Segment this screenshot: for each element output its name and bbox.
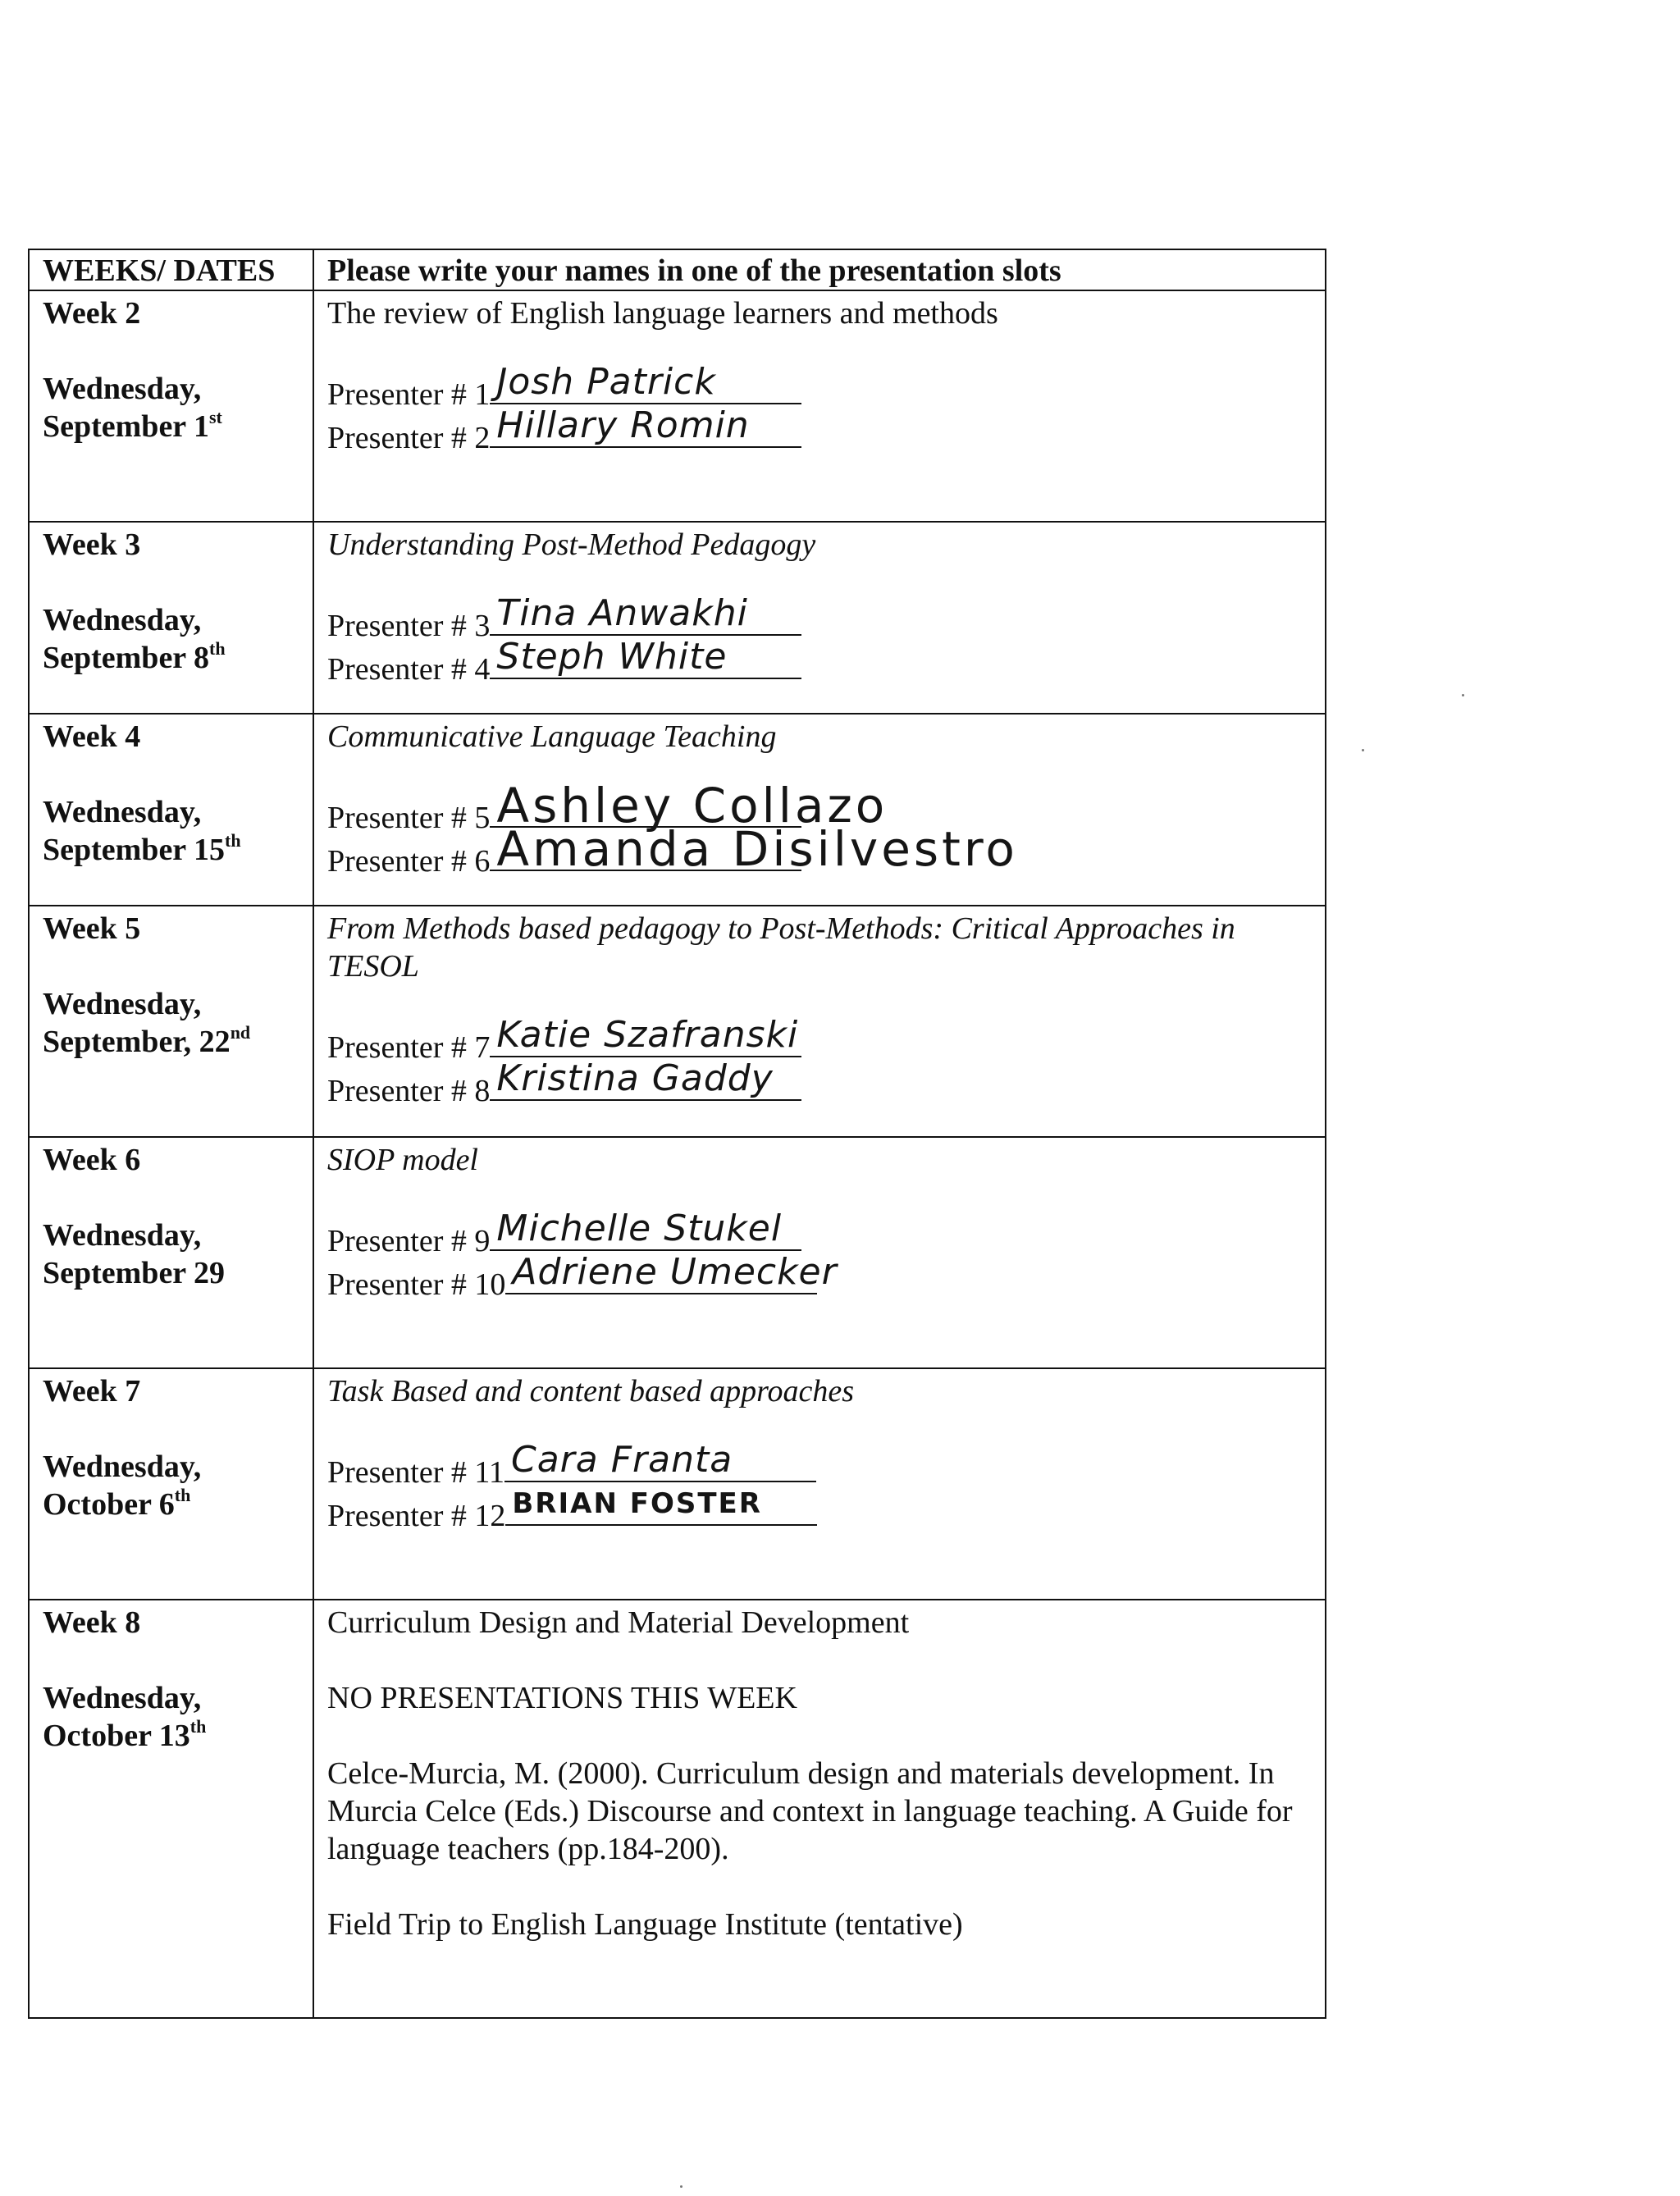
day-label: Wednesday, [43, 1681, 202, 1715]
presenter-slot[interactable]: Presenter # 5 Ashley Collazo [327, 778, 888, 835]
date-label: September 1st [43, 407, 222, 444]
week-label: Week 5 [43, 911, 141, 946]
handwritten-name: Adriene Umecker [512, 1251, 838, 1293]
week-row [29, 1137, 1326, 1368]
week-cell [29, 714, 313, 906]
week-row [29, 1600, 1326, 2018]
day-label: Wednesday, [43, 603, 202, 637]
handwritten-name: Steph White [496, 636, 728, 678]
handwritten-name: Amanda Disilvestro [496, 821, 1018, 877]
topic-title: SIOP model [327, 1143, 478, 1177]
header-row [29, 249, 1326, 290]
presenter-slot[interactable]: Presenter # 11 Cara Franta [327, 1448, 1312, 1491]
reading-citation: Celce-Murcia, M. (2000). Curriculum design and materials development. In Murcia Celce (Eds.) Discourse and context in language teaching. A Guide for language teachers (pp.184-200). [327, 1756, 1293, 1866]
date-label: October 13th [43, 1716, 207, 1753]
week-row [29, 906, 1326, 1137]
day-label: Wednesday, [43, 795, 202, 829]
field-trip-note: Field Trip to English Language Institute (tentative) [327, 1907, 963, 1942]
week-label: Week 6 [43, 1143, 141, 1177]
handwritten-name: Josh Patrick [496, 361, 716, 403]
handwritten-name: Hillary Romin [496, 404, 750, 446]
instructions-header: Please write your names in one of the presentation slots [313, 249, 1326, 290]
topic-title: Communicative Language Teaching [327, 719, 777, 754]
handwritten-name: BRIAN FOSTER [512, 1487, 762, 1520]
topic-title: Task Based and content based approaches [327, 1374, 855, 1408]
week-label: Week 3 [43, 527, 141, 562]
day-label: Wednesday, [43, 1218, 202, 1253]
topic-cell [313, 714, 1326, 906]
handwritten-name: Michelle Stukel [496, 1208, 783, 1249]
week-cell [29, 1137, 313, 1368]
schedule-table [28, 249, 1326, 2019]
week-row [29, 1368, 1326, 1600]
week-cell [29, 906, 313, 1137]
weeks-dates-header: WEEKS/ DATES [29, 249, 313, 290]
presenter-slot[interactable]: Presenter # 6 Amanda Disilvestro [327, 821, 1018, 879]
topic-title: The review of English language learners and methods [327, 296, 998, 331]
date-label: September 29 [43, 1256, 225, 1290]
week-label: Week 2 [43, 296, 141, 331]
handwritten-name: Kristina Gaddy [496, 1057, 774, 1099]
week-label: Week 8 [43, 1605, 141, 1640]
week-cell [29, 1600, 313, 2018]
day-label: Wednesday, [43, 1450, 202, 1484]
presenter-slot[interactable]: Presenter # 7 Katie Szafranski [327, 1023, 1312, 1066]
week-row [29, 290, 1326, 522]
week-cell [29, 290, 313, 522]
topic-cell [313, 1368, 1326, 1600]
topic-cell [313, 906, 1326, 1137]
topic-cell [313, 1137, 1326, 1368]
week-label: Week 4 [43, 719, 141, 754]
presenter-slot[interactable]: Presenter # 12 BRIAN FOSTER [327, 1491, 1312, 1535]
no-presentations-note: NO PRESENTATIONS THIS WEEK [327, 1681, 797, 1715]
handwritten-name: Tina Anwakhi [496, 592, 748, 634]
week-label: Week 7 [43, 1374, 141, 1408]
week-cell [29, 522, 313, 714]
date-label: September 8th [43, 638, 226, 675]
handwritten-name: Katie Szafranski [496, 1014, 799, 1056]
week-cell [29, 1368, 313, 1600]
presenter-slot[interactable]: Presenter # 8 Kristina Gaddy [327, 1066, 1312, 1110]
presenter-slot[interactable]: Presenter # 2 Hillary Romin [327, 413, 1312, 457]
presenter-slot[interactable]: Presenter # 9 Michelle Stukel [327, 1217, 1312, 1260]
topic-title: From Methods based pedagogy to Post-Methods: Critical Approaches in TESOL [327, 911, 1235, 984]
date-label: October 6th [43, 1485, 191, 1522]
scan-speck [1362, 749, 1364, 751]
date-label: September 15th [43, 830, 241, 867]
topic-cell [313, 1600, 1326, 2018]
presenter-slot[interactable]: Presenter # 10 Adriene Umecker [327, 1251, 838, 1302]
date-label: September, 22nd [43, 1022, 251, 1059]
week-row [29, 522, 1326, 714]
scan-speck [1462, 694, 1464, 696]
presenter-slot[interactable]: Presenter # 4 Steph White [327, 645, 1312, 688]
day-label: Wednesday, [43, 372, 202, 406]
topic-title: Curriculum Design and Material Development [327, 1605, 910, 1640]
week-row [29, 714, 1326, 906]
handwritten-name: Cara Franta [510, 1439, 733, 1481]
topic-cell [313, 522, 1326, 714]
presenter-slot[interactable]: Presenter # 1 Josh Patrick [327, 370, 1312, 413]
scan-speck [680, 2185, 682, 2188]
presenter-slot[interactable]: Presenter # 3 Tina Anwakhi [327, 601, 1312, 645]
day-label: Wednesday, [43, 987, 202, 1021]
topic-title: Understanding Post-Method Pedagogy [327, 527, 816, 562]
handwritten-name: Ashley Collazo [496, 778, 888, 833]
topic-cell [313, 290, 1326, 522]
